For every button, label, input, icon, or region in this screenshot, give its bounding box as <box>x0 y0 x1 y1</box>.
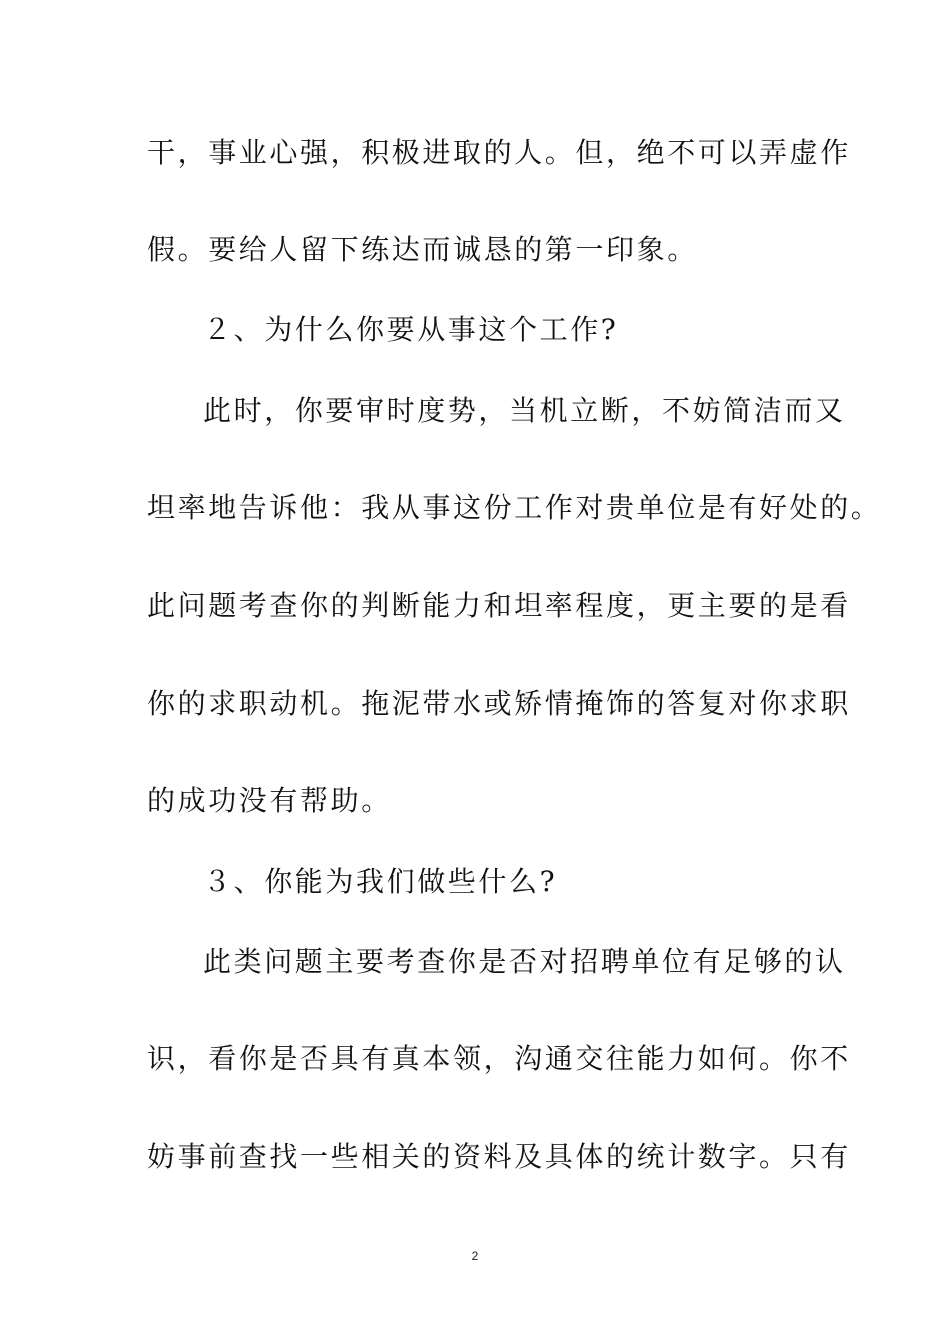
page-number: 2 <box>471 1249 479 1263</box>
body-text-line: 的成功没有帮助。 <box>147 784 392 817</box>
body-text-line: 此问题考查你的判断能力和坦率程度，更主要的是看 <box>147 589 851 622</box>
body-text-line: 坦率地告诉他：我从事这份工作对贵单位是有好处的。 <box>147 491 882 524</box>
body-text-line: 识，看你是否具有真本领，沟通交往能力如何。你不 <box>147 1042 851 1075</box>
body-text-line: 此类问题主要考查你是否对招聘单位有足够的认 <box>203 945 846 978</box>
body-text-line: 你的求职动机。拖泥带水或矫情掩饰的答复对你求职 <box>147 687 851 720</box>
body-text-line: 此时，你要审时度势，当机立断，不妨简洁而又 <box>203 394 846 427</box>
question-heading: ３、你能为我们做些什么? <box>203 865 558 898</box>
body-text-line: 干，事业心强，积极进取的人。但，绝不可以弄虚作 <box>147 136 851 169</box>
body-text-line: 假。要给人留下练达而诚恳的第一印象。 <box>147 233 698 266</box>
body-text-line: 妨事前查找一些相关的资料及具体的统计数字。只有 <box>147 1140 851 1173</box>
question-heading: ２、为什么你要从事这个工作? <box>203 313 619 346</box>
